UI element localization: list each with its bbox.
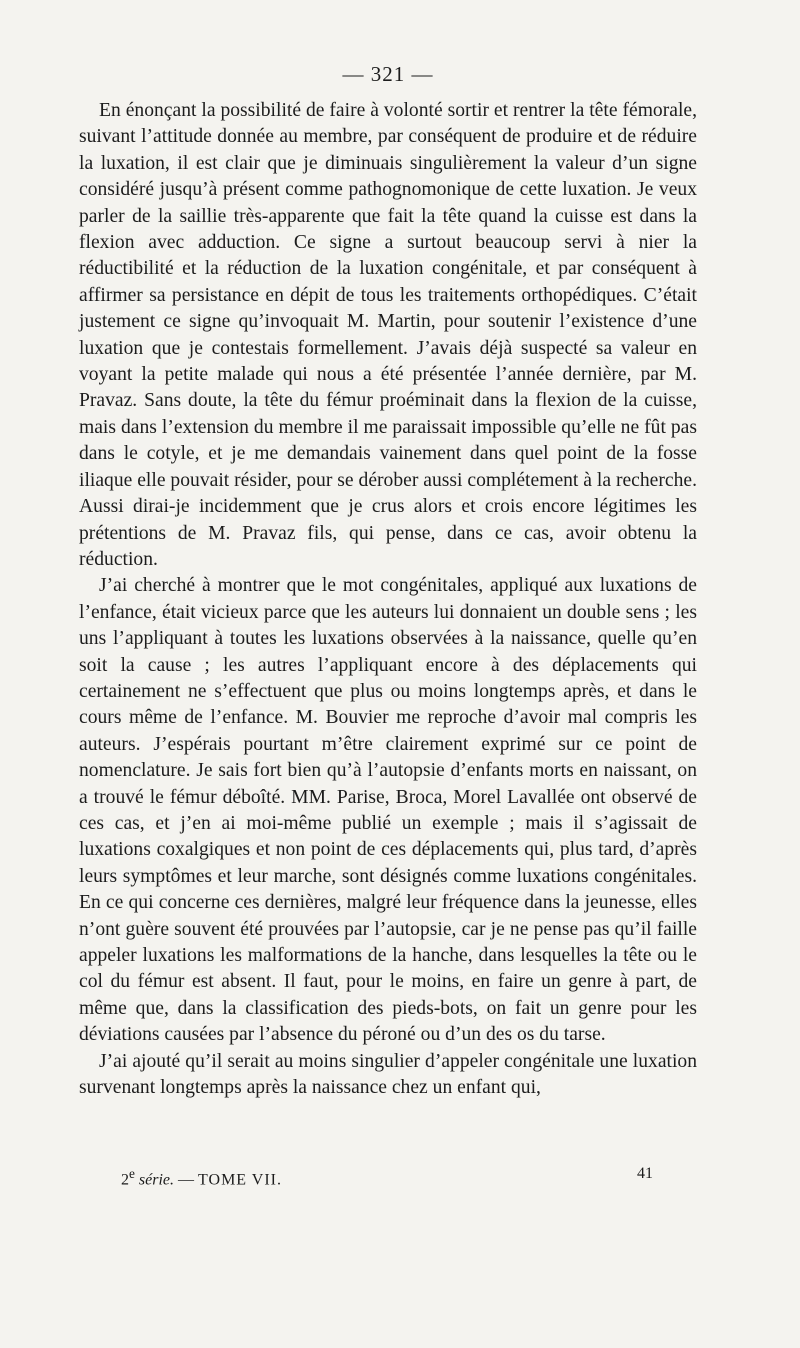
paragraph-3: J’ai ajouté qu’il serait au moins singulier d’appeler congénitale une luxation survenant longtemps après la naissance chez un enfant qui, xyxy=(79,1050,697,1099)
footer-separator: — xyxy=(174,1171,199,1189)
book-page xyxy=(79,60,697,1101)
page-number: — 321 — xyxy=(342,62,434,86)
series-number: 2 xyxy=(121,1171,129,1189)
body-text xyxy=(79,98,697,1101)
page-footer xyxy=(121,1163,653,1191)
paragraph-2: J’ai cherché à montrer que le mot congénitales, appliqué aux luxations de l’enfance, était vicieux parce que les auteurs lui donnaient un double sens ; les uns l’appliquant à toutes les luxations observées à la naissance, quelle qu’en soit la cause ; les autres l’appliquant encore à des déplacements qui certainement ne s’effectuent que plus ou moins longtemps après, et dans le cours même de l’enfance. M. Bouvier me reproche d’avoir mal compris les auteurs. J’espérais pourtant m’être clairement exprimé sur ce point de nomenclature. Je sais fort bien qu’à l’autopsie d’enfants morts en naissant, on a trouvé le fémur déboîté. MM. Parise, Broca, Morel Lavallée ont observé de ces cas, et j’en ai moi-même publié un exemple ; mais il s’agissait de luxations coxalgiques et non point de ces déplacements qui, plus tard, d’après leurs symptômes et leur marche, sont désignés comme luxations congénitales. En ce qui concerne ces dernières, malgré leur fréquence dans la jeunesse, elles n’ont guère souvent été prouvées par l’autopsie, car je ne pense pas qu’il faille appeler luxations les malformations de la hanche, dans lesquelles la tête ou le col du fémur est absent. Il faut, pour le moins, en faire un genre à part, de même que, dans la classification des pieds-bots, on fait un genre pour les déviations causées par l’absence du péroné ou d’un des os du tarse. xyxy=(79,575,697,1046)
series-superscript: e xyxy=(129,1166,135,1181)
volume-label: TOME VII. xyxy=(198,1171,282,1189)
series-word: série. xyxy=(138,1171,175,1189)
series-volume-label xyxy=(121,1163,282,1191)
signature-mark: 41 xyxy=(637,1165,653,1182)
paragraph-1: En énonçant la possibilité de faire à volonté sortir et rentrer la tête fémorale, suivant l’attitude donnée au membre, par conséquent de produire et de réduire la luxation, il est clair que je diminuais singulièrement la valeur d’un signe considéré jusqu’à présent comme pathognomonique de cette luxation. Je veux parler de la saillie très-apparente que fait la tête quand la cuisse est dans la flexion avec adduction. Ce signe a surtout beaucoup servi à nier la réductibilité et la réduction de la luxation congénitale, et par conséquent à affirmer sa persistance en dépit de tous les traitements orthopédiques. C’était justement ce signe qu’invoquait M. Martin, pour soutenir l’existence d’une luxation que je contestais formellement. J’avais déjà suspecté sa valeur en voyant la petite malade qui nous a été présentée l’année dernière, par M. Pravaz. Sans doute, la tête du fémur proéminait dans la flexion de la cuisse, mais dans l’extension du membre il me paraissait impossible qu’elle ne fût pas dans le cotyle, et je me demandais vainement dans quel point de la fosse iliaque elle pouvait résider, pour se dérober aussi complétement à la recherche. Aussi dirai-je incidemment que je crus alors et crois encore légitimes les prétentions de M. Pravaz fils, qui pense, dans ce cas, avoir obtenu la réduction. xyxy=(79,100,697,570)
